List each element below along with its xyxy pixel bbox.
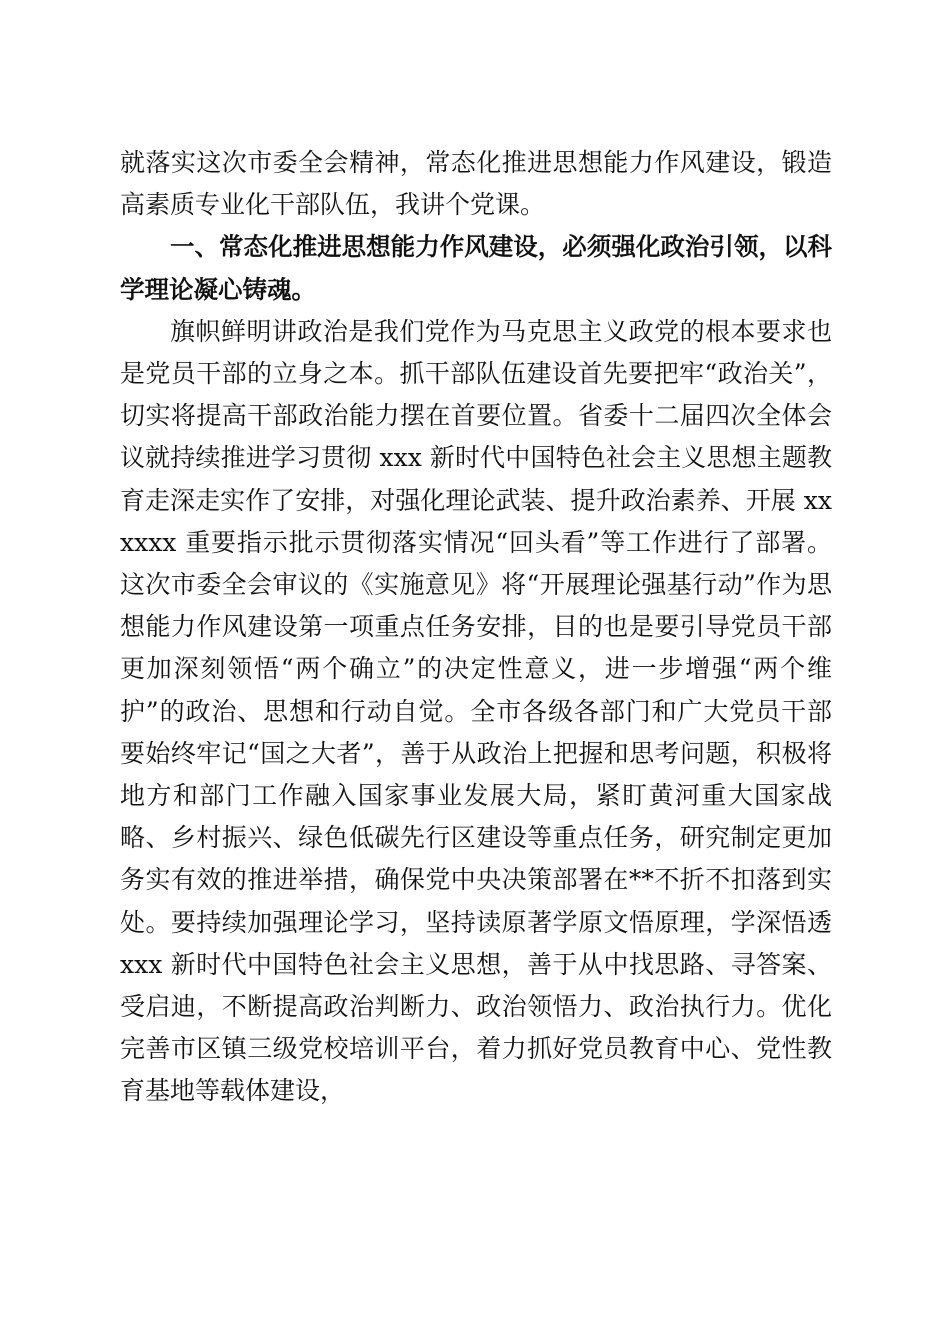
paragraph-section-1-body: 旗帜鲜明讲政治是我们党作为马克思主义政党的根本要求也是党员干部的立身之本。抓干部队伍建设首先要把牢“政治关”，切实将提高干部政治能力摆在首要位置。省委十二届四次全体会议就持续推进学习贯彻 xxx 新时代中国特色社会主义思想主题教育走深走实作了安排，对强化理论武装、提升政治素养、开展 xxxxxx 重要指示批示贯彻落实情况“回头看”等工作进行了部署。这次市委全会审议的《实施意见》将“开展理论强基行动”作为思想能力作风建设第一项重点任务安排，目的也是要引导党员干部更加深刻领悟“两个确立”的决定性意义，进一步增强“两个维护”的政治、思想和行动自觉。全市各级各部门和广大党员干部要始终牢记“国之大者”，善于从政治上把握和思考问题，积极将地方和部门工作融入国家事业发展大局，紧盯黄河重大国家战略、乡村振兴、绿色低碳先行区建设等重点任务，研究制定更加务实有效的推进举措，确保党中央决策部署在**不折不扣落到实处。要持续加强理论学习，坚持读原著学原文悟原理，学深悟透 xxx 新时代中国特色社会主义思想，善于从中找思路、寻答案、受启迪，不断提高政治判断力、政治领悟力、政治执行力。优化完善市区镇三级党校培训平台，着力抓好党员教育中心、党性教育基地等载体建设，: [120, 316, 832, 1106]
section-heading-1: 一、常态化推进思想能力作风建设，必须强化政治引领，以科学理论凝心铸魂。: [120, 232, 832, 304]
paragraph-intro: 就落实这次市委全会精神，常态化推进思想能力作风建设，锻造高素质专业化干部队伍，我讲个党课。: [120, 148, 832, 220]
document-body: [120, 142, 832, 1113]
